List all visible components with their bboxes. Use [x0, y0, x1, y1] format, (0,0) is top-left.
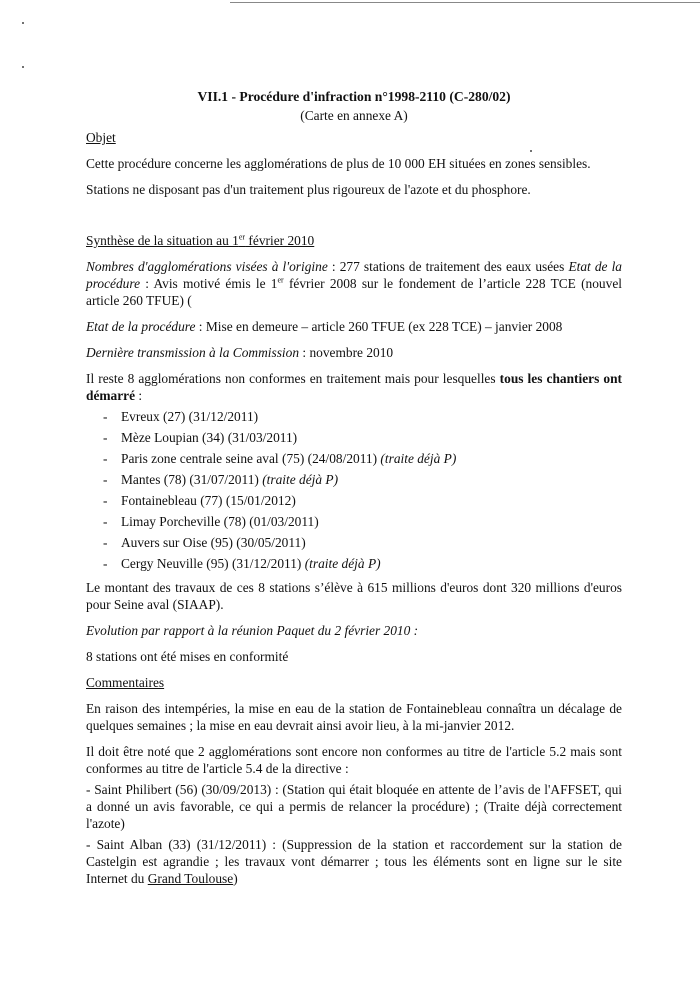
list-item: - Mèze Loupian (34) (31/03/2011)	[103, 430, 298, 445]
saint-philibert-paragraph: - Saint Philibert (56) (30/09/2013) : (Station qui était bloquée en attente de l’avis de l'AFFSET, qui a donné un avis favorable, ce qui a permis de relancer la procédure) ; (Traite déjà correctement l'azote)	[86, 782, 622, 831]
scan-speck	[22, 22, 24, 24]
list-item: - Fontainebleau (77) (15/01/2012)	[103, 493, 296, 508]
grand-toulouse-link[interactable]: Grand Toulouse	[147, 871, 234, 886]
montant-paragraph: Le montant des travaux de ces 8 stations s’élève à 615 millions d'euros dont 320 millions d'euros pour Seine aval (SIAAP).	[86, 580, 622, 612]
list-item: - Paris zone centrale seine aval (75) (24/08/2011) (traite déjà P)	[103, 451, 457, 466]
commentaires-heading: Commentaires	[86, 675, 165, 690]
etat-paragraph: Etat de la procédure : Mise en demeure – article 260 TFUE (ex 228 TCE) – janvier 2008	[86, 319, 563, 334]
evolution-heading: Evolution par rapport à la réunion Paquet du 2 février 2010 :	[86, 623, 419, 638]
mises-paragraph: 8 stations ont été mises en conformité	[86, 649, 289, 664]
nombre-paragraph: Nombres d'agglomérations visées à l'origine : 277 stations de traitement des eaux usées Etat de la procédure : Avis motivé émis le 1er février 2008 sur le fondement de l’article 228 TCE (nouvel article 260 TFUE) (	[86, 259, 622, 308]
document-subtitle: (Carte en annexe A)	[300, 108, 408, 123]
objet-paragraph-2: Stations ne disposant pas d'un traitement plus rigoureux de l'azote et du phosphore.	[86, 182, 531, 197]
commentaires-paragraph-2: Il doit être noté que 2 agglomérations sont encore non conformes au titre de l'article 5.2 mais sont conformes au titre de l'article 5.4 de la directive :	[86, 744, 622, 776]
list-item: - Cergy Neuville (95) (31/12/2011) (traite déjà P)	[103, 556, 381, 571]
document-body	[86, 88, 622, 887]
list-item: - Evreux (27) (31/12/2011)	[103, 409, 259, 424]
reste-paragraph: Il reste 8 agglomérations non conformes en traitement mais pour lesquelles tous les chantiers ont démarré :	[86, 371, 622, 403]
document-title: VII.1 - Procédure d'infraction n°1998-2110 (C-280/02)	[197, 89, 511, 104]
derniere-paragraph: Dernière transmission à la Commission : novembre 2010	[86, 345, 394, 360]
scan-speck	[22, 66, 24, 68]
top-border-line	[230, 2, 700, 3]
agglomeration-list	[86, 407, 622, 575]
objet-heading: Objet	[86, 130, 116, 145]
saint-alban-paragraph: - Saint Alban (33) (31/12/2011) : (Suppression de la station et raccordement sur la station de Castelgin est agrandie ; les travaux vont démarrer ; tous les éléments sont en ligne sur le site Internet du Grand Toulouse)	[86, 837, 622, 886]
list-item: - Auvers sur Oise (95) (30/05/2011)	[103, 535, 306, 550]
list-item: - Mantes (78) (31/07/2011) (traite déjà P)	[103, 472, 339, 487]
synthese-heading: Synthèse de la situation au 1er février 2010	[86, 232, 315, 248]
objet-paragraph-1: Cette procédure concerne les agglomérations de plus de 10 000 EH situées en zones sensibles.	[86, 156, 591, 171]
list-item: - Limay Porcheville (78) (01/03/2011)	[103, 514, 319, 529]
commentaires-paragraph-1: En raison des intempéries, la mise en eau de la station de Fontainebleau connaîtra un décalage de quelques semaines ; la mise en eau devrait ainsi avoir lieu, à la mi-janvier 2012.	[86, 701, 622, 733]
